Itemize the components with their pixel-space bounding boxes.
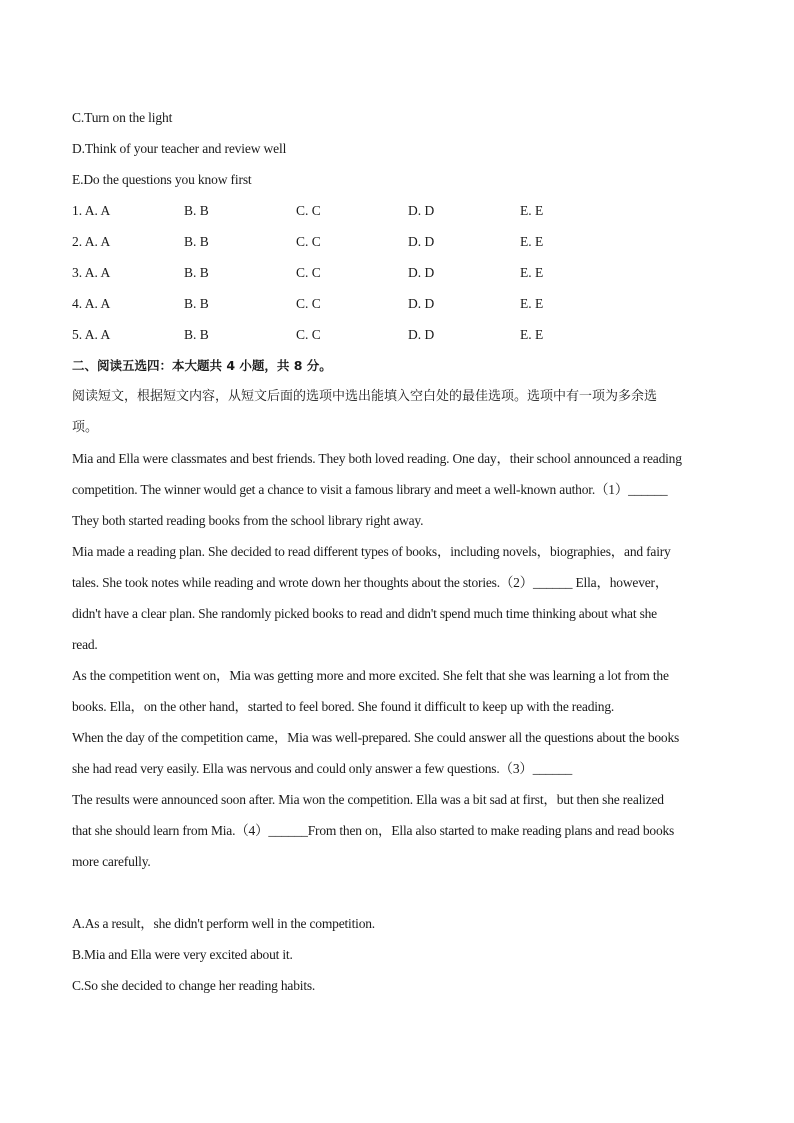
- passage-line: The results were announced soon after. Mia won the competition. Ella was a bit sad at first，but then she realized: [72, 792, 664, 807]
- option-e: E.Do the questions you know first: [72, 172, 252, 187]
- answer-row: [72, 226, 724, 257]
- passage-line: As the competition went on，Mia was getting more and more excited. She felt that she was learning a lot from the: [72, 668, 669, 683]
- passage-line: tales. She took notes while reading and wrote down her thoughts about the stories.（2）______ Ella，however，: [72, 575, 669, 590]
- choice-a: A.As a result，she didn't perform well in the competition.: [72, 916, 375, 931]
- answer-row: [72, 195, 724, 226]
- option-c: C.Turn on the light: [72, 110, 173, 125]
- answer-number: 5. A. A: [72, 327, 111, 342]
- option-d: D.Think of your teacher and review well: [72, 141, 287, 156]
- answer-row: [72, 288, 724, 319]
- answer-option-e: E. E: [520, 234, 544, 249]
- answer-row: [72, 319, 724, 350]
- document-page: [72, 102, 724, 1001]
- passage-line: books. Ella，on the other hand，started to feel bored. She found it difficult to keep up with the reading.: [72, 699, 615, 714]
- passage-line: Mia and Ella were classmates and best friends. They both loved reading. One day，their school announced a reading: [72, 451, 682, 466]
- section-instruction-line2: 项。: [72, 420, 99, 435]
- answer-option-e: E. E: [520, 203, 544, 218]
- reading-passage: [72, 443, 724, 877]
- answer-option-b: B. B: [184, 327, 209, 342]
- answer-option-c: C. C: [296, 327, 321, 342]
- answer-option-c: C. C: [296, 234, 321, 249]
- answer-option-c: C. C: [296, 296, 321, 311]
- answer-number: 4. A. A: [72, 296, 111, 311]
- answer-number: 3. A. A: [72, 265, 111, 280]
- passage-line: more carefully.: [72, 854, 151, 869]
- choice-list: [72, 908, 724, 1001]
- answer-option-b: B. B: [184, 203, 209, 218]
- answer-grid: [72, 195, 724, 350]
- passage-line: that she should learn from Mia.（4）______From then on，Ella also started to make reading plans and read books: [72, 823, 675, 838]
- answer-option-e: E. E: [520, 296, 544, 311]
- answer-option-d: D. D: [408, 265, 435, 280]
- answer-option-c: C. C: [296, 203, 321, 218]
- answer-option-d: D. D: [408, 234, 435, 249]
- answer-option-d: D. D: [408, 327, 435, 342]
- answer-row: [72, 257, 724, 288]
- answer-option-b: B. B: [184, 296, 209, 311]
- answer-option-b: B. B: [184, 234, 209, 249]
- passage-line: Mia made a reading plan. She decided to read different types of books，including novels，biographies，and fairy: [72, 544, 671, 559]
- answer-option-d: D. D: [408, 203, 435, 218]
- choice-c: C.So she decided to change her reading habits.: [72, 978, 316, 993]
- answer-option-d: D. D: [408, 296, 435, 311]
- passage-line: she had read very easily. Ella was nervous and could only answer a few questions.（3）______: [72, 761, 572, 776]
- choice-b: B.Mia and Ella were very excited about it.: [72, 947, 293, 962]
- passage-line: When the day of the competition came，Mia was well-prepared. She could answer all the questions about the books: [72, 730, 680, 745]
- top-options: [72, 102, 724, 195]
- answer-option-c: C. C: [296, 265, 321, 280]
- answer-number: 1. A. A: [72, 203, 111, 218]
- passage-line: read.: [72, 637, 98, 652]
- answer-option-e: E. E: [520, 327, 544, 342]
- answer-number: 2. A. A: [72, 234, 111, 249]
- spacer: [72, 877, 724, 908]
- passage-line: They both started reading books from the school library right away.: [72, 513, 424, 528]
- passage-line: didn't have a clear plan. She randomly picked books to read and didn't spend much time thinking about what she: [72, 606, 657, 621]
- passage-line: competition. The winner would get a chance to visit a famous library and meet a well-known author.（1）______: [72, 482, 668, 497]
- section-instruction-line1: 阅读短文，根据短文内容，从短文后面的选项中选出能填入空白处的最佳选项。选项中有一项为多余选: [72, 389, 658, 404]
- answer-option-b: B. B: [184, 265, 209, 280]
- answer-option-e: E. E: [520, 265, 544, 280]
- section-title: 二、阅读五选四：本大题共 4 小题，共 8 分。: [72, 358, 332, 373]
